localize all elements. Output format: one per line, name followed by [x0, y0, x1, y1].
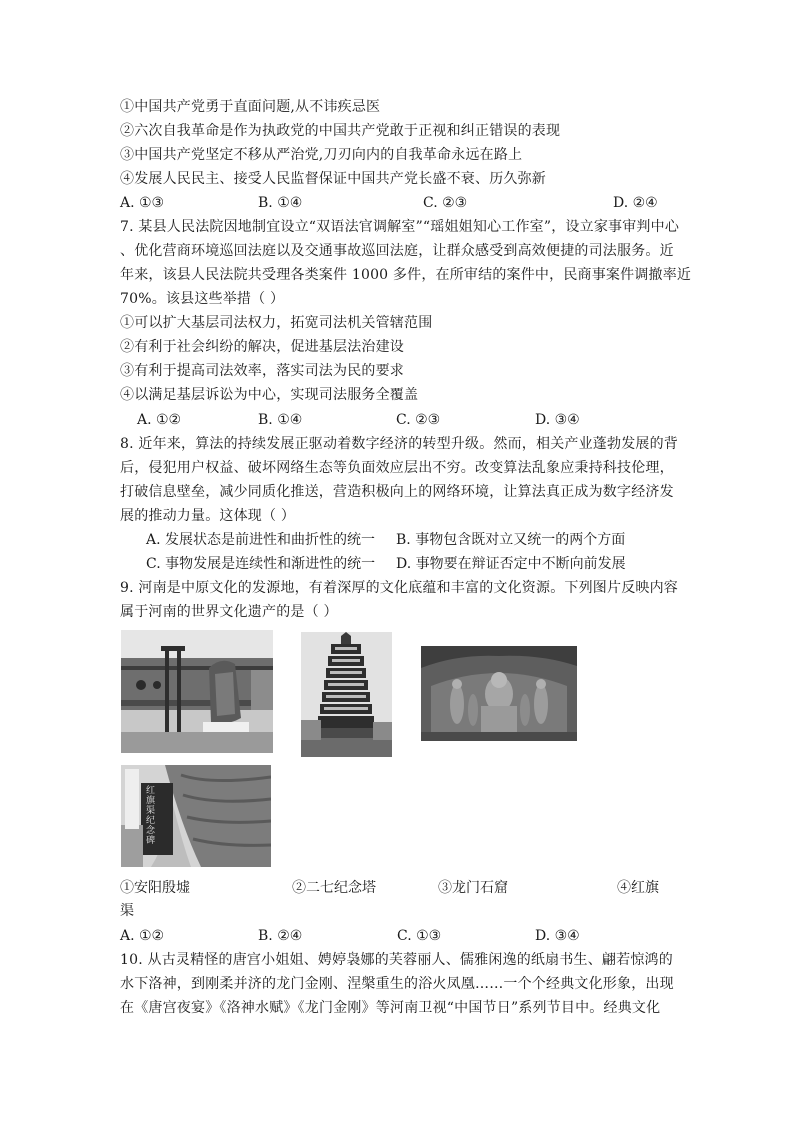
q8-option-b[interactable]: B. 事物包含既对立又统一的两个方面 [396, 532, 626, 548]
q9-option-b[interactable]: B. ②④ [258, 928, 303, 944]
caption-2: ②二七纪念塔 [292, 880, 376, 896]
q9-stem-line-1: 9. 河南是中原文化的发源地，有着深厚的文化底蕴和丰富的文化资源。下列图片反映内容 [120, 580, 679, 596]
q8-stem-line-4: 展的推动力量。这体现（ ） [120, 508, 296, 524]
q7-statement-2: ②有利于社会纠纷的解决，促进基层法治建设 [120, 339, 404, 355]
q8-stem-line-2: 后，侵犯用户权益、破坏网络生态等负面效应层出不穷。改变算法乱象应秉持科技伦理， [120, 460, 674, 476]
q7-statement-3: ③有利于提高司法效率，落实司法为民的要求 [120, 363, 404, 379]
q7-stem-line-1: 7. 某县人民法院因地制宜设立“双语法官调解室”“瑶姐姐知心工作室”，设立家事审判中心 [120, 219, 680, 235]
q8-stem-line-1: 8. 近年来，算法的持续发展正驱动着数字经济的转型升级。然而，相关产业蓬勃发展的背 [120, 436, 679, 452]
q7-option-c[interactable]: C. ②③ [396, 412, 441, 428]
q8-option-c[interactable]: C. 事物发展是连续性和渐进性的统一 [146, 556, 376, 572]
q7-stem-line-3: 年来，该县人民法院共受理各类案件 1000 多件，在所审结的案件中，民商事案件调撤率近 [120, 267, 692, 283]
caption-3: ③龙门石窟 [438, 880, 508, 896]
q6-statement-4: ④发展人民民主、接受人民监督保证中国共产党长盛不衰、历久弥新 [120, 171, 546, 187]
q7-option-d[interactable]: D. ③④ [535, 412, 580, 428]
q6-statement-2: ②六次自我革命是作为执政党的中国共产党敢于正视和纠正错误的表现 [120, 123, 561, 139]
q6-option-c[interactable]: C. ②③ [423, 195, 468, 211]
stele-inscription: 红旗渠纪念碑 [146, 786, 156, 846]
photo-erqi-tower [301, 632, 392, 757]
caption-1: ①安阳殷墟 [120, 880, 190, 896]
q7-stem-line-4: 70%。该县这些举措（ ） [120, 291, 285, 307]
photo-anyang-yinxu [121, 630, 273, 753]
caption-4: ④红旗 [617, 880, 659, 896]
q10-stem-line-3: 在《唐宫夜宴》《洛神水赋》《龙门金刚》等河南卫视“中国节日”系列节目中。经典文化 [120, 1000, 661, 1016]
q6-statement-1: ①中国共产党勇于直面问题,从不讳疾忌医 [120, 99, 381, 115]
q8-option-d[interactable]: D. 事物要在辩证否定中不断向前发展 [396, 556, 626, 572]
q7-stem-line-2: 、优化营商环境巡回法庭以及交通事故巡回法庭，让群众感受到高效便捷的司法服务。近 [120, 243, 674, 259]
q9-option-a[interactable]: A. ①② [120, 928, 165, 944]
q6-option-a[interactable]: A. ①③ [120, 195, 165, 211]
q8-option-a[interactable]: A. 发展状态是前进性和曲折性的统一 [146, 532, 376, 548]
q7-option-a[interactable]: A. ①② [137, 412, 182, 428]
q8-stem-line-3: 打破信息壁垒，减少同质化推送，营造积极向上的网络环境，让算法真正成为数字经济发 [120, 484, 674, 500]
q9-option-d[interactable]: D. ③④ [535, 928, 580, 944]
q6-statement-3: ③中国共产党坚定不移从严治党,刀刃向内的自我革命永远在路上 [120, 147, 523, 163]
photo-red-flag-canal [121, 765, 271, 867]
caption-4-wrap: 渠 [120, 903, 134, 919]
q10-stem-line-1: 10. 从古灵精怪的唐宫小姐姐、娉婷袅娜的芙蓉丽人、儒雅闲逸的纸扇书生、翩若惊鸿的 [120, 952, 673, 968]
q7-statement-4: ④以满足基层诉讼为中心，实现司法服务全覆盖 [120, 387, 419, 403]
photo-longmen-grottoes [421, 646, 577, 741]
q7-statement-1: ①可以扩大基层司法权力，拓宽司法机关管辖范围 [120, 315, 433, 331]
q6-option-b[interactable]: B. ①④ [258, 195, 303, 211]
q9-option-c[interactable]: C. ①③ [397, 928, 442, 944]
q6-option-d[interactable]: D. ②④ [613, 195, 658, 211]
q7-option-b[interactable]: B. ①④ [258, 412, 303, 428]
q10-stem-line-2: 水下洛神，到刚柔并济的龙门金刚、涅槃重生的浴火凤凰……一个个经典文化形象，出现 [120, 976, 674, 992]
q9-stem-line-2: 属于河南的世界文化遗产的是（ ） [120, 604, 338, 620]
